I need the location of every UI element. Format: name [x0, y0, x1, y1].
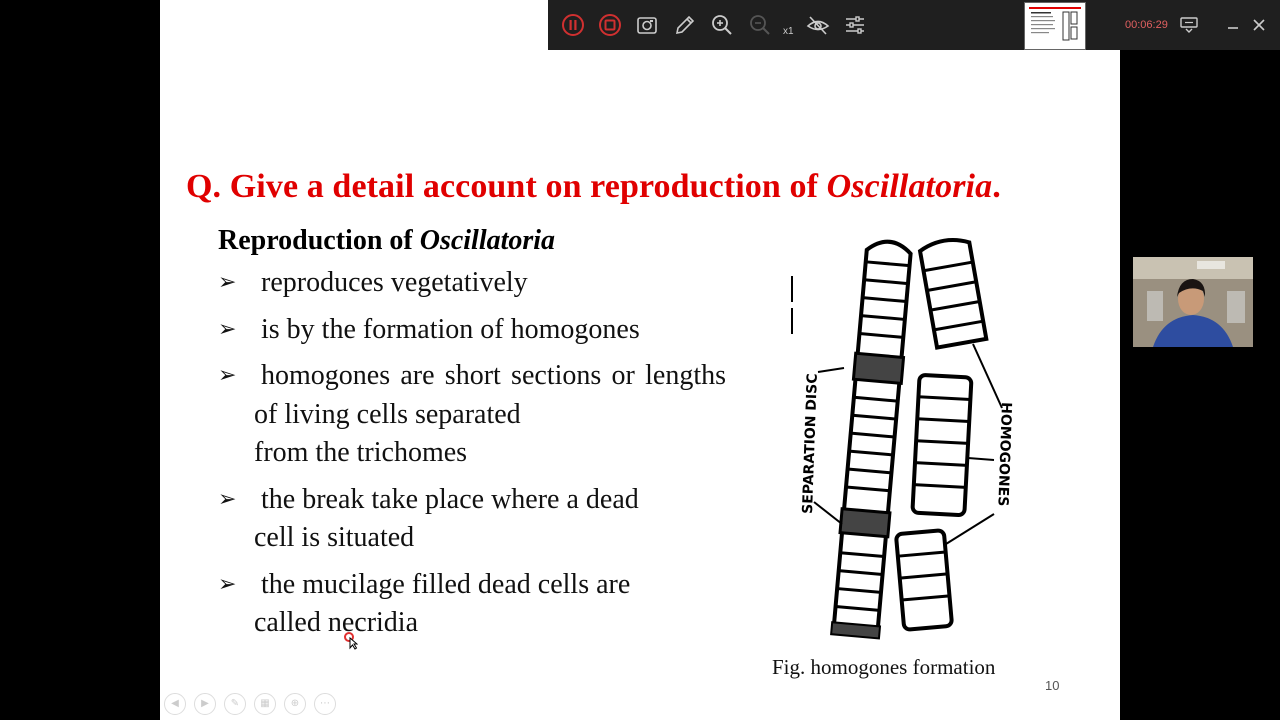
display-options-icon[interactable]: [1180, 16, 1198, 34]
bullet-item: ➢ the mucilage filled dead cells are called necridia: [218, 566, 726, 643]
separation-disc-label: SEPARATION DISC: [800, 373, 821, 515]
zoom-level: x1: [783, 26, 794, 37]
slide-title: Q. Give a detail account on reproduction of Oscillatoria.: [186, 168, 1001, 205]
screenshot-icon[interactable]: [635, 13, 659, 37]
previous-slide-icon[interactable]: ◀: [164, 693, 186, 715]
bullet-item: ➢ the break take place where a dead cell is situated: [218, 481, 726, 558]
bullet-item: ➢ is by the formation of homogones: [218, 311, 726, 350]
bullet-list: [218, 264, 726, 651]
bullet-arrow-icon: ➢: [218, 316, 237, 342]
stop-record-icon[interactable]: [598, 13, 622, 37]
bullet-arrow-icon: ➢: [218, 363, 237, 388]
subheading-italic-term: Oscillatoria: [419, 225, 556, 256]
recorder-toolbar: [548, 0, 1280, 50]
bullet-arrow-icon: ➢: [218, 486, 237, 512]
slideshow-nav: [164, 693, 344, 715]
title-italic-term: Oscillatoria: [826, 168, 993, 205]
settings-sliders-icon[interactable]: [843, 13, 867, 37]
slide-subheading: Reproduction of Oscillatoria: [218, 225, 556, 256]
slide-page-number: 10: [1045, 678, 1060, 693]
hide-annotations-icon[interactable]: [806, 13, 830, 37]
mouse-cursor-icon: [344, 632, 358, 650]
bullet-item: ➢ reproduces vegetatively: [218, 264, 726, 303]
close-icon[interactable]: [1250, 16, 1268, 34]
minimize-icon[interactable]: [1224, 16, 1242, 34]
zoom-icon[interactable]: ⊕: [284, 693, 306, 715]
zoom-in-icon[interactable]: [710, 13, 734, 37]
pen-tool-icon[interactable]: [673, 13, 697, 37]
bullet-arrow-icon: ➢: [218, 270, 237, 295]
presentation-slide: [160, 0, 1120, 720]
bullet-arrow-icon: ➢: [218, 571, 237, 597]
slides-grid-icon[interactable]: ▦: [254, 693, 276, 715]
figure-caption: Fig. homogones formation: [772, 655, 996, 679]
pen-icon[interactable]: ✎: [224, 693, 246, 715]
slide-thumbnail[interactable]: [1024, 2, 1086, 50]
bullet-item: ➢ homogones are short sections or lengths of living cells separated from the trichomes: [218, 357, 726, 473]
pause-record-icon[interactable]: [561, 13, 585, 37]
webcam-overlay: [1133, 257, 1253, 347]
zoom-out-icon[interactable]: [748, 13, 772, 37]
homogones-label: HOMOGONES: [994, 401, 1014, 507]
next-slide-icon[interactable]: ▶: [194, 693, 216, 715]
more-options-icon[interactable]: ⋯: [314, 693, 336, 715]
recording-timer: 00:06:29: [1125, 19, 1168, 31]
homogones-diagram: [788, 232, 1018, 644]
